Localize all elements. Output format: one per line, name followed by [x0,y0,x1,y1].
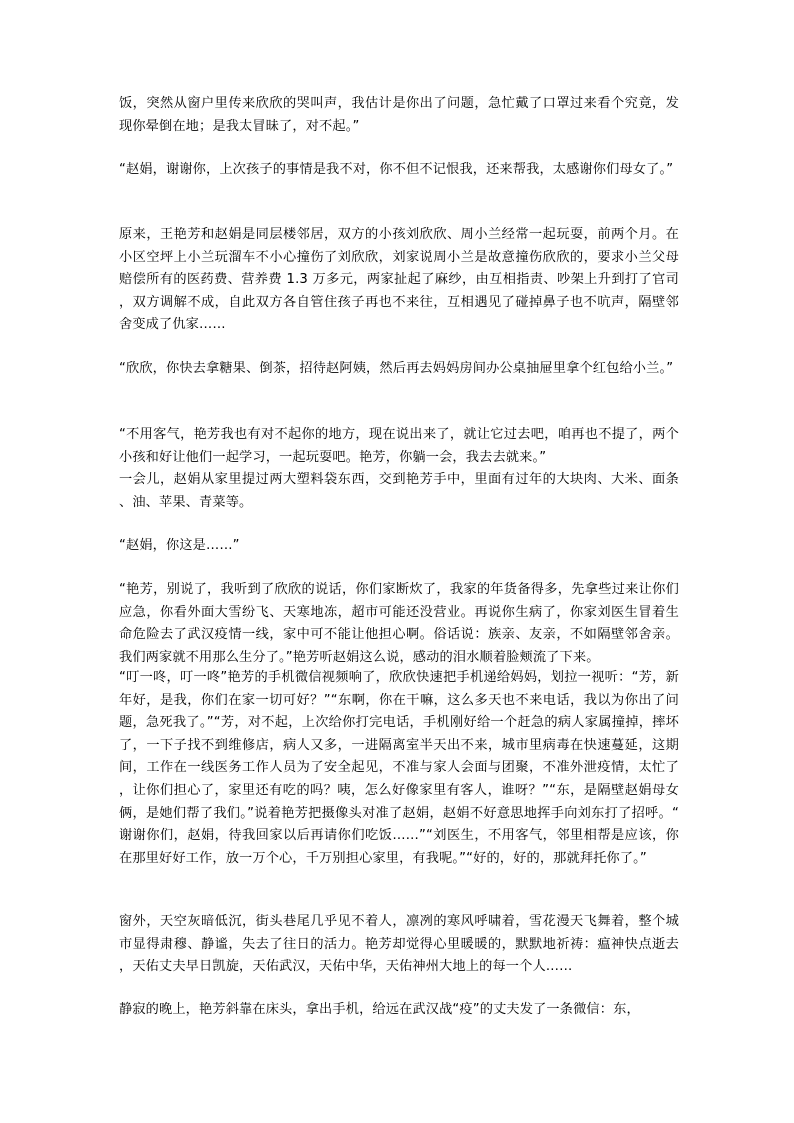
paragraph: 静寂的晚上，艳芳斜靠在床头，拿出手机，给远在武汉战“疫”的丈夫发了一条微信：东， [119,1002,640,1017]
paragraph: “艳芳，别说了，我听到了欣欣的说话，你们家断炊了，我家的年货备得多，先拿些过来让你们应急，你看外面大雪纷飞、天寒地冻，超市可能还没营业。再说你生病了，你家刘医生冒着生命危险去了武汉疫情一线，家中可不能让他担心啊。俗话说：族亲、友亲，不如隔壁邻舍亲。我们两家就不用那么生分了。”艳芳听赵娟这么说，感动的泪水顺着脸颊流了下来。 [119,582,679,665]
paragraph: “不用客气，艳芳我也有对不起你的地方，现在说出来了，就让它过去吧，咱再也不提了，两个小孩和好让他们一起学习，一起玩耍吧。艳芳，你躺一会，我去去就来。” [119,427,679,465]
paragraph: “叮一咚，叮一咚”艳芳的手机微信视频响了，欣欣快速把手机递给妈妈，划拉一视听：“芳，新年好，是我，你们在家一切可好？”“东啊，你在干嘛，这么多天也不来电话，我以为你出了问题，急死我了。”“芳，对不起，上次给你打完电话，手机刚好给一个赶急的病人家属撞掉，摔坏了，一下子找不到维修店，病人又多，一进隔离室半天出不来，城市里病毒在快速蔓延，这期间，工作在一线医务工作人员为了安全起见，不准与家人会面与团聚，不准外泄疫情，太忙了，让你们担心了，家里还有吃的吗？咦，怎么好像家里有客人，谁呀？”“东，是隔壁赵娟母女俩，是她们帮了我们。”说着艳芳把摄像头对准了赵娟，赵娟不好意思地挥手向刘东打了招呼。“谢谢你们，赵娟，待我回家以后再请你们吃饭……”“刘医生，不用客气，邻里相帮是应该，你在那里好好工作，放一万个心，千万别担心家里，有我呢。”“好的，好的，那就拜托你了。” [119,670,679,866]
paragraph: 一会儿，赵娟从家里提过两大塑料袋东西，交到艳芳手中，里面有过年的大块肉、大米、面条、油、苹果、青菜等。 [119,472,679,510]
paragraph: “欣欣，你快去拿糖果、倒茶，招待赵阿姨，然后再去妈妈房间办公桌抽屉里拿个红包给小兰。” [119,361,674,376]
paragraph: 窗外，天空灰暗低沉，街头巷尾几乎见不着人，凛冽的寒风呼啸着，雪花漫天飞舞着，整个城市显得肃穆、静谧，失去了往日的活力。艳芳却觉得心里暖暖的，默默地祈祷：瘟神快点逝去，天佑丈夫早日凯旋，天佑武汉，天佑中华，天佑神州大地上的每一个人…… [119,914,679,975]
paragraph: 原来，王艳芳和赵娟是同层楼邻居，双方的小孩刘欣欣、周小兰经常一起玩耍，前两个月。在小区空坪上小兰玩溜车不小心撞伤了刘欣欣，刘家说周小兰是故意撞伤欣欣的，要求小兰父母赔偿所有的医药费、营养费 1.3 万多元，两家扯起了麻纱，由互相指责、吵架上升到打了官司，双方调解不成，自此双方各自管住孩子再也不来往，互相遇见了碰掉鼻子也不吭声，隔壁邻舍变成了仇家…… [119,227,679,333]
paragraph: 饭，突然从窗户里传来欣欣的哭叫声，我估计是你出了问题，急忙戴了口罩过来看个究竟，发现你晕倒在地；是我太冒昧了，对不起。” [119,96,679,134]
paragraph: “赵娟，谢谢你，上次孩子的事情是我不对，你不但不记恨我，还来帮我，太感谢你们母女了。” [119,162,674,177]
paragraph: “赵娟，你这是……” [119,538,240,553]
